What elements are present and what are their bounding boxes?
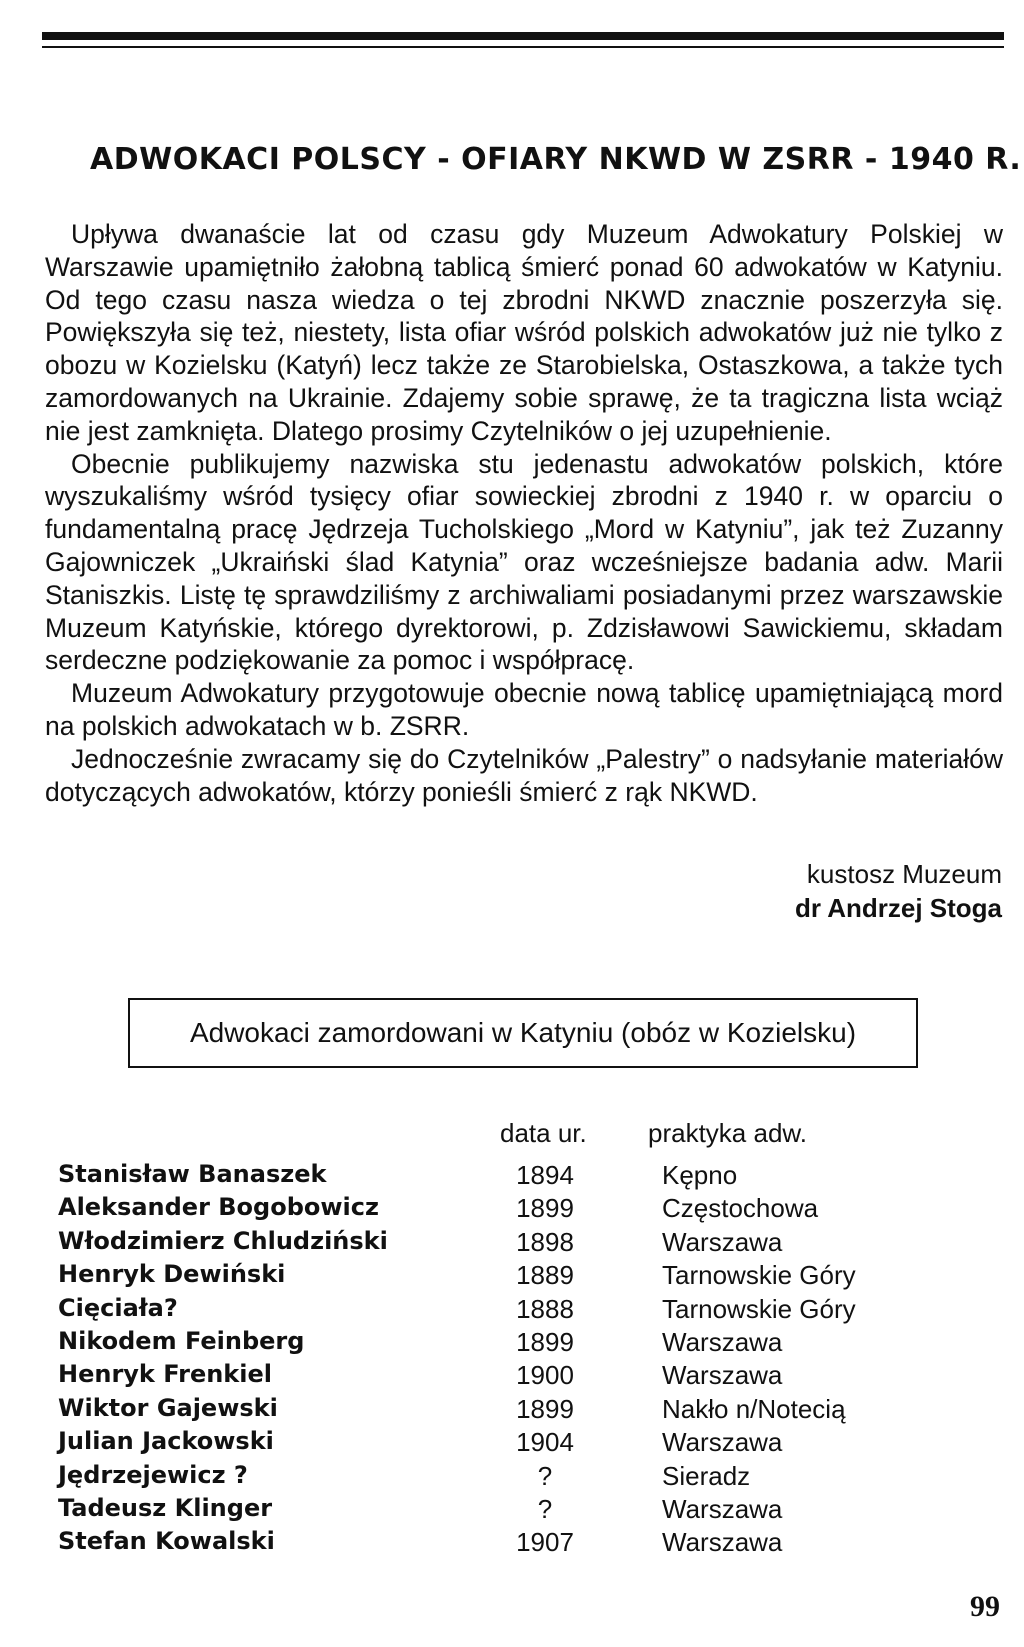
column-header-birth-date: data ur. [500,1118,587,1148]
victims-table [0,1160,1024,1561]
birth-year: 1894 [516,1160,574,1190]
practice-place: Warszawa [662,1527,783,1558]
signature-role: kustosz Muzeum [806,859,1002,889]
table-row [0,1427,1024,1460]
practice-place: Sieradz [662,1460,751,1491]
article-body [45,218,1003,808]
victim-name: Tadeusz Klinger [58,1493,273,1522]
table-row [0,1461,1024,1494]
table-row [0,1193,1024,1226]
victim-name: Henryk Frenkiel [58,1360,272,1389]
table-row [0,1360,1024,1393]
table-row [0,1227,1024,1260]
victim-name: Nikodem Feinberg [58,1326,305,1355]
practice-place: Tarnowskie Góry [662,1260,856,1291]
table-caption: Adwokaci zamordowani w Katyniu (obóz w Kozielsku) [189,1017,857,1048]
practice-place: Tarnowskie Góry [662,1293,856,1324]
practice-place: Kępno [662,1160,738,1190]
birth-year: ? [537,1493,553,1524]
birth-year: 1907 [516,1527,574,1558]
victim-name: Jędrzejewicz ? [58,1460,248,1489]
birth-year: ? [537,1460,553,1491]
signature-name: dr Andrzej Stoga [794,893,1002,923]
practice-place: Warszawa [662,1226,783,1257]
birth-year: 1900 [516,1360,574,1391]
article-title: ADWOKACI POLSCY - OFIARY NKWD W ZSRR - 1940 R. [90,142,1022,177]
victim-name: Aleksander Bogobowicz [58,1193,379,1222]
top-rule-thick [42,32,1004,40]
top-rule-thin [42,46,1004,48]
birth-year: 1899 [516,1193,574,1224]
table-row [0,1160,1024,1193]
victim-name: Henryk Dewiński [58,1260,286,1289]
practice-place: Warszawa [662,1427,783,1458]
table-caption-box [128,998,918,1068]
birth-year: 1899 [516,1326,574,1357]
signature [795,857,1002,925]
birth-year: 1888 [516,1293,574,1324]
article-paragraph: Obecnie publikujemy nazwiska stu jedenastu adwokatów polskich, które wyszukaliśmy wśród tysięcy ofiar sowieckiej zbrodni z 1940 r. w oparciu o fundamentalną pracę Jędrzeja Tucholskiego „Mord w Katyniu”, jak też Zuzanny Gajowniczek „Ukraiński ślad Katynia” oraz wcześniejsze badania adw. Marii Staniszkis. Listę tę sprawdziliśmy z archiwaliami posiadanymi przez warszawskie Muzeum Katyńskie, którego dyrektorowi, p. Zdzisławowi Sawickiemu, składam serdeczne podziękowanie za pomoc i współpracę. [45,448,1003,676]
table-row [0,1327,1024,1360]
practice-place: Warszawa [662,1326,783,1357]
column-header-practice: praktyka adw. [648,1118,807,1148]
birth-year: 1898 [516,1226,574,1257]
article-paragraph: Upływa dwanaście lat od czasu gdy Muzeum Adwokatury Polskiej w Warszawie upamiętniło żałobną tablicą śmierć ponad 60 adwokatów w Katyniu. Od tego czasu nasza wiedza o tej zbrodni NKWD znacznie poszerzyła się. Powiększyła się też, niestety, lista ofiar wśród polskich adwokatów już nie tylko z obozu w Kozielsku (Katyń) lecz także ze Starobielska, Ostaszkowa, a także tych zamordowanych na Ukrainie. Zdajemy sobie sprawę, że ta tragiczna lista wciąż nie jest zamknięta. Dlatego prosimy Czytelników o jej uzupełnienie. [45,219,1003,446]
table-header [0,1118,1024,1152]
victim-name: Julian Jackowski [58,1427,274,1456]
birth-year: 1889 [516,1260,574,1291]
victim-name: Stanisław Banaszek [58,1160,327,1188]
article-paragraph: Jednocześnie zwracamy się do Czytelników „Palestry” o nadsyłanie materiałów dotyczących adwokatów, którzy ponieśli śmierć z rąk NKWD. [45,743,1003,807]
victim-name: Wiktor Gajewski [58,1393,278,1422]
table-row [0,1260,1024,1293]
table-row [0,1494,1024,1527]
birth-year: 1904 [516,1427,574,1458]
table-row [0,1394,1024,1427]
article-paragraph: Muzeum Adwokatury przygotowuje obecnie nową tablicę upamiętniającą mord na polskich adwokatach w b. ZSRR. [45,678,1003,741]
victim-name: Stefan Kowalski [58,1527,275,1556]
page-number: 99 [970,1590,1000,1623]
table-row [0,1294,1024,1327]
practice-place: Nakło n/Notecią [662,1393,846,1424]
victim-name: Włodzimierz Chludziński [58,1226,388,1255]
practice-place: Warszawa [662,1493,783,1524]
victim-name: Cięciała? [58,1293,178,1322]
practice-place: Częstochowa [662,1193,819,1224]
birth-year: 1899 [516,1393,574,1424]
practice-place: Warszawa [662,1360,783,1391]
table-row [0,1527,1024,1560]
